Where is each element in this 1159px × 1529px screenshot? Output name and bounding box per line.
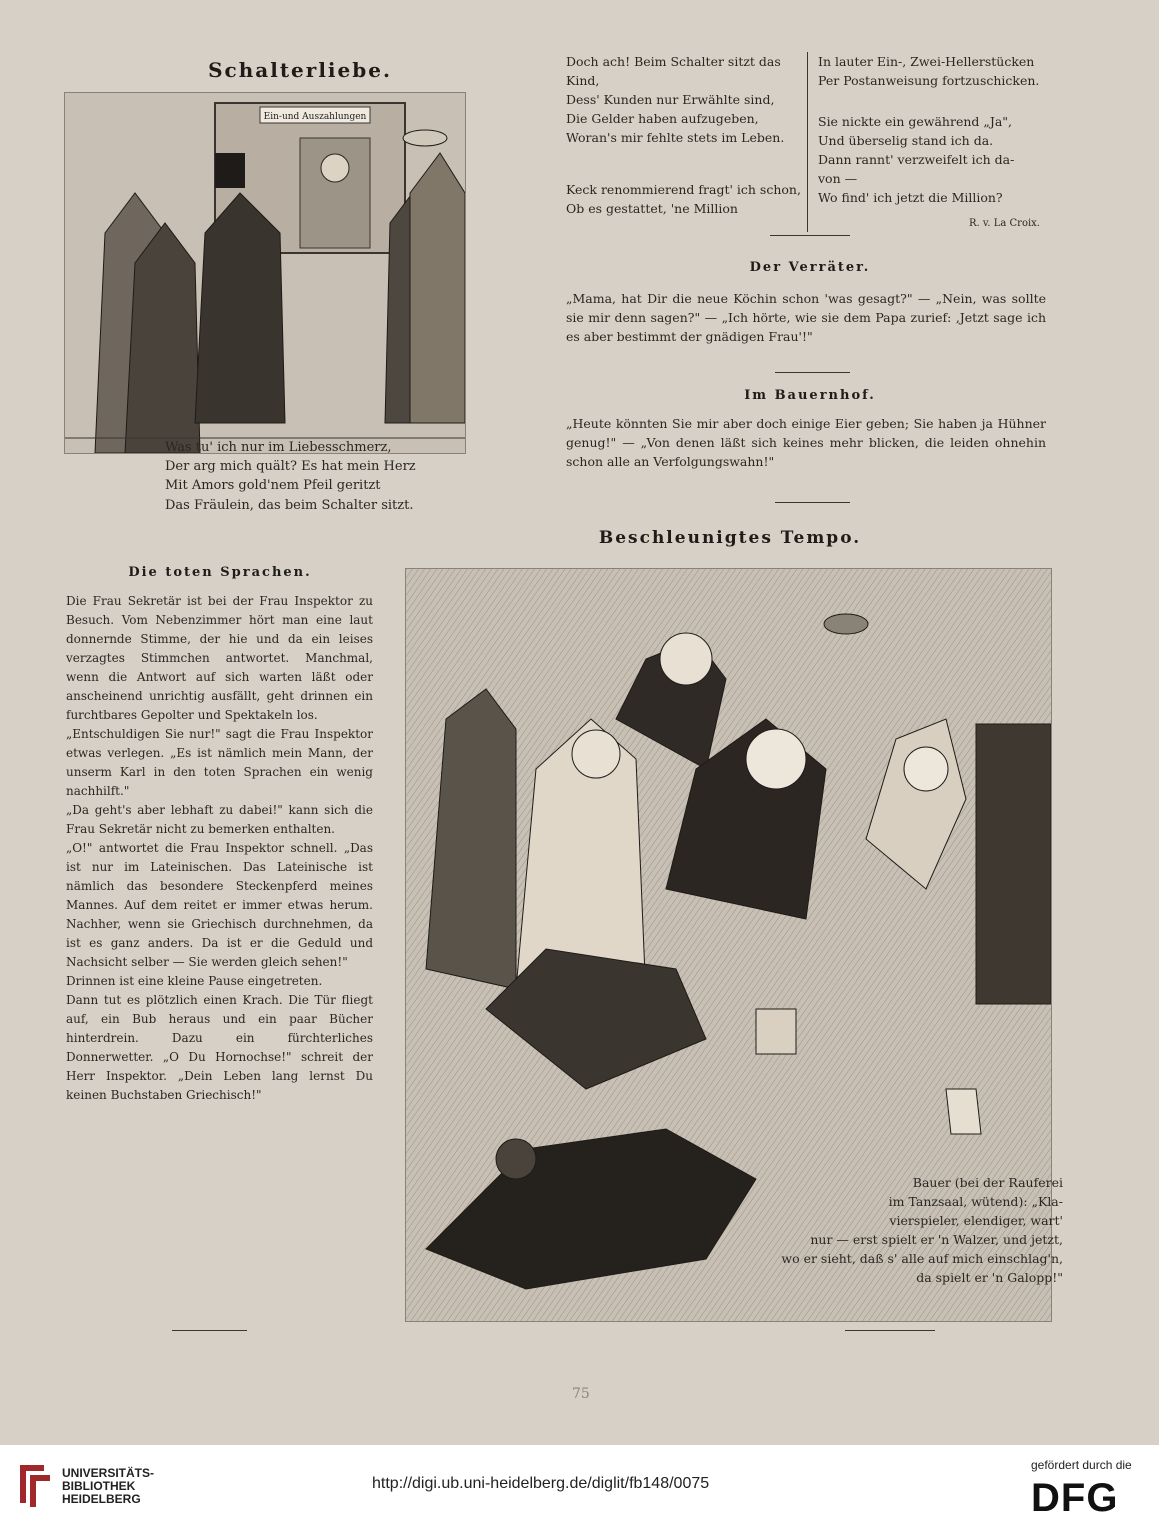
title-bauernhof: Im Bauernhof. xyxy=(744,388,876,403)
divider-2 xyxy=(775,372,850,373)
text-bauernhof: „Heute könnten Sie mir aber doch einige Eier geben; Sie haben ja Hühner genug!" — „Von denen läßt sich keines mehr blicken, die leiden ohnehin schon alle an Verfolgungswahn!" xyxy=(566,416,1046,469)
page-number: 75 xyxy=(572,1386,590,1402)
text-tote-sprachen: Die Frau Sekretär ist bei der Frau Inspektor zu Besuch. Vom Nebenzimmer hört man eine laut donnernde Stimme, der hie und da ein leises verzagtes Stimmchen antwortet. Manchmal, wenn die Antwort auf sich warten läßt oder anscheinend unrichtig ausfällt, geht drinnen ein furchtbares Gepolter und Spektakeln los. „Entschuldigen Sie nur!" sagt die Frau Inspektor etwas verlegen. „Es ist nämlich mein Mann, der unserm Karl in den toten Sprachen ein wenig nachhilft." „Da geht's aber lebhaft zu dabei!" kann sich die Frau Sekretär nicht zu bemerken enthalten. „O!" antwortet die Frau Inspektor schnell. „Das ist nur im Lateinischen. Das Lateinische ist nämlich das besondere Steckenpferd meines Mannes. Auf dem reitet er immer etwas herum. Nachher, wenn sie Griechisch durchnehmen, da ist es ganz anders. Da ist er die Geduld und Nachsicht selber — Sie werden gleich sehen!" Drinnen ist eine kleine Pause eingetreten. Dann tut es plötzlich einen Krach. Die Tür fliegt auf, ein Bub heraus und ein paar Bücher hinterdrein. Dazu ein fürchterliches Donnerwetter. „O Du Hornochse!" schreit der Herr Inspektor. „Dein Leben lang lernst Du keinen Buchstaben Griechisch!" xyxy=(66,594,373,1102)
title-verraeter: Der Verräter. xyxy=(749,260,871,275)
divider-4 xyxy=(845,1330,935,1331)
funding-note: gefördert durch die xyxy=(1031,1458,1132,1472)
text-verraeter: „Mama, hat Dir die neue Köchin schon 'was gesagt?" — „Nein, was sollte sie mir denn sagen?" — „Ich hörte, wie sie dem Papa zurief: ‚Jetzt sage ich es aber bestimmt der gnädigen Frau'!" xyxy=(566,291,1046,344)
title-tote-sprachen: Die toten Sprachen. xyxy=(128,565,312,580)
dfg-logo: DFG xyxy=(1031,1476,1119,1520)
permalink[interactable]: http://digi.ub.uni-heidelberg.de/diglit/fb148/0075 xyxy=(372,1475,710,1492)
poem-stanza-3: Keck renommierend fragt' ich schon, Ob es gestattet, 'ne Million xyxy=(566,182,801,216)
caption-tempo: Bauer (bei der Rauferei im Tanzsaal, wütend): „Kla- vierspieler, elendiger, wart' nur — erst spielt er 'n Walzer, und jetzt, wo er sieht, daß s' alle auf mich einschlag'n, da spielt er 'n Galopp!" xyxy=(781,1175,1063,1285)
library-name: UNIVERSITÄTS- BIBLIOTHEK HEIDELBERG xyxy=(62,1466,155,1506)
divider-5 xyxy=(172,1330,247,1331)
poem-stanza-2: Doch ach! Beim Schalter sitzt das Kind, Dess' Kunden nur Erwählte sind, Die Gelder haben aufzugeben, Woran's mir fehlte stets im Leben. xyxy=(566,54,785,145)
poem-stanza-5: Sie nickte ein gewährend „Ja", Und überselig stand ich da. Dann rannt' verzweifelt ich da- von — Wo find' ich jetzt die Million? xyxy=(818,114,1015,205)
divider-ornament-1 xyxy=(770,235,850,236)
illustration-post-counter xyxy=(64,92,466,454)
library-footer xyxy=(0,1445,1159,1529)
post-counter-drawing xyxy=(65,93,465,453)
counter-sign: Ein-und Auszahlungen xyxy=(263,112,367,122)
title-schalterliebe: Schalterliebe. xyxy=(208,58,392,82)
title-beschleunigtes-tempo: Beschleunigtes Tempo. xyxy=(598,528,862,548)
university-library-logo xyxy=(14,1459,56,1511)
poem-column-divider xyxy=(807,52,808,232)
poem-author: R. v. La Croix. xyxy=(969,218,1040,229)
poem-stanza-1: Was tu' ich nur im Liebesschmerz, Der arg mich quält? Es hat mein Herz Mit Amors gold'nem Pfeil geritzt Das Fräulein, das beim Schalter sitzt. xyxy=(165,440,416,513)
divider-3 xyxy=(775,502,850,503)
poem-stanza-4: In lauter Ein-, Zwei-Hellerstücken Per Postanweisung fortzuschicken. xyxy=(818,54,1040,88)
